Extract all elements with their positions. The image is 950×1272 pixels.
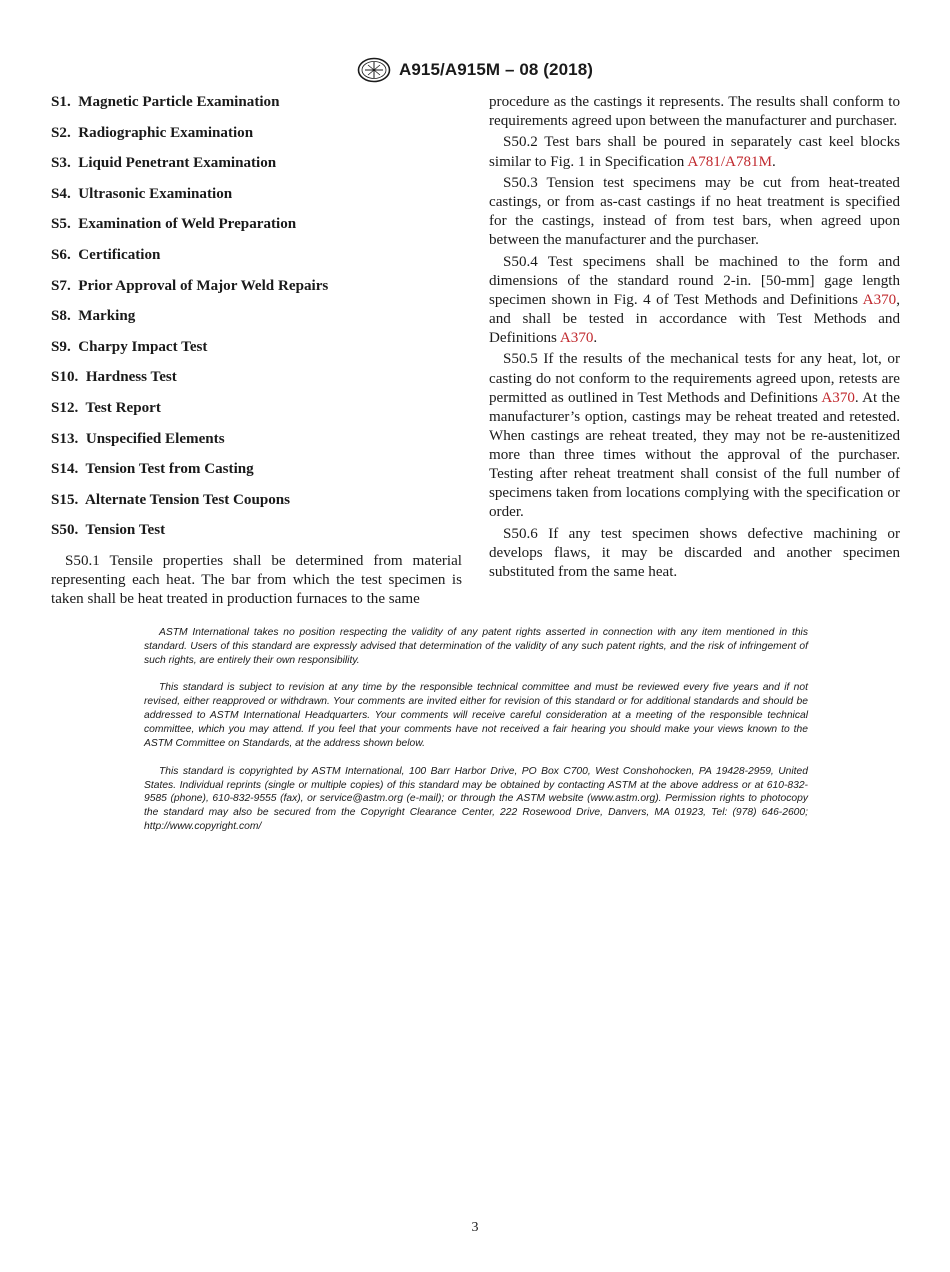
supplementary-requirements-list — [51, 93, 462, 552]
requirement-title: Alternate Tension Test Coupons — [84, 491, 291, 508]
a370-link[interactable]: A370 — [862, 291, 897, 308]
astm-logo-icon — [357, 57, 391, 83]
footer-notices — [144, 626, 808, 848]
requirement-heading — [51, 93, 462, 124]
requirement-title: Tension Test — [85, 522, 166, 539]
requirement-heading — [51, 521, 462, 552]
a781-link[interactable]: A781/A781M — [687, 153, 773, 170]
requirement-heading — [51, 154, 462, 185]
requirement-title: Tension Test from Casting — [85, 461, 254, 478]
requirement-heading — [51, 277, 462, 308]
requirement-number: S6. — [51, 246, 71, 263]
requirement-heading — [51, 491, 462, 522]
requirement-title: Liquid Penetrant Examination — [78, 155, 277, 172]
requirement-title: Charpy Impact Test — [78, 338, 208, 355]
s50-4-paragraph: S50.4 Test specimens shall be machined to the form and dimensions of the standard round 2-in. [50-mm] gage length specimen shown in Fig. 4 of Test Methods and Definitions A370, and shall be tested in accordance with Test Methods and Definitions A370. — [489, 253, 900, 347]
document-title: A915/A915M – 08 (2018) — [398, 60, 594, 79]
requirement-title: Ultrasonic Examination — [78, 185, 233, 202]
requirement-number: S14. — [51, 461, 79, 478]
page-header — [0, 57, 950, 83]
requirement-number: S5. — [51, 216, 71, 233]
requirement-heading — [51, 368, 462, 399]
requirement-title: Test Report — [85, 399, 161, 416]
requirement-title: Marking — [78, 308, 136, 325]
requirement-title: Unspecified Elements — [85, 430, 225, 447]
requirement-number: S7. — [51, 277, 71, 294]
requirement-title: Certification — [78, 246, 161, 263]
requirement-number: S13. — [51, 430, 79, 447]
requirement-heading — [51, 460, 462, 491]
s50-2-paragraph: S50.2 Test bars shall be poured in separately cast keel blocks similar to Fig. 1 in Specification A781/A781M. — [489, 134, 900, 170]
s50-6-paragraph: S50.6 If any test specimen shows defective machining or develops flaws, it may be discarded and another specimen substituted from the same heat. — [489, 525, 900, 580]
revision-notice: This standard is subject to revision at any time by the responsible technical committee and must be reviewed every five years and if not revised, either reapproved or withdrawn. Your comments are invited either for revision of this standard or for additional standards and should be addressed to ASTM International Headquarters. Your comments will receive careful consideration at a meeting of the responsible technical committee, which you may attend. If you feel that your comments have not received a fair hearing you should make your views known to the ASTM Committee on Standards, at the address shown below. — [144, 682, 808, 750]
a370-link[interactable]: A370 — [821, 389, 855, 406]
requirement-title: Prior Approval of Major Weld Repairs — [78, 277, 329, 294]
requirement-heading — [51, 399, 462, 430]
requirement-heading — [51, 246, 462, 277]
requirement-title: Radiographic Examination — [78, 124, 254, 141]
page-number: 3 — [471, 1220, 479, 1235]
right-column — [489, 93, 900, 584]
requirement-number: S2. — [51, 124, 71, 141]
requirement-title: Hardness Test — [85, 369, 177, 386]
patent-notice: ASTM International takes no position respecting the validity of any patent rights asserted in connection with any item mentioned in this standard. Users of this standard are expressly advised that determination of the validity of any such patent rights, and the risk of infringement of such rights, are entirely their own responsibility. — [144, 627, 808, 666]
s50-3-paragraph: S50.3 Tension test specimens may be cut from heat-treated castings, or from as-cast castings if no heat treatment is specified for the castings, instead of from test bars, when agreed upon between the manufacturer and the purchaser. — [489, 174, 900, 249]
requirement-heading — [51, 215, 462, 246]
requirement-heading — [51, 185, 462, 216]
requirement-number: S9. — [51, 338, 71, 355]
requirement-number: S12. — [51, 399, 79, 416]
requirement-heading — [51, 307, 462, 338]
copyright-notice: This standard is copyrighted by ASTM International, 100 Barr Harbor Drive, PO Box C700, West Conshohocken, PA 19428-2959, United States. Individual reprints (single or multiple copies) of this standard may be obtained by contacting ASTM at the above address or at 610-832-9585 (phone), 610-832-9555 (fax), or service@astm.org (e-mail); or through the ASTM website (www.astm.org). Permission rights to photocopy the standard may also be secured from the Copyright Clearance Center, 222 Rosewood Drive, Danvers, MA 01923, Tel: (978) 646-2600; http://www.copyright.com/ — [144, 765, 808, 833]
requirement-title: Magnetic Particle Examination — [78, 94, 280, 110]
left-column — [51, 93, 462, 611]
s50-1-paragraph-continued: procedure as the castings it represents. The results shall conform to requirements agreed upon between the manufacturer and purchaser. — [489, 94, 900, 130]
requirement-number: S50. — [51, 522, 79, 539]
requirement-number: S8. — [51, 308, 71, 325]
requirement-number: S10. — [51, 369, 79, 386]
requirement-heading — [51, 124, 462, 155]
requirement-number: S4. — [51, 185, 71, 202]
s50-1-paragraph: S50.1 Tensile properties shall be determined from material representing each heat. The bar from which the test specimen is taken shall be heat treated in production furnaces to the same — [51, 552, 462, 608]
requirement-heading — [51, 338, 462, 369]
requirement-heading — [51, 430, 462, 461]
requirement-number: S15. — [51, 491, 79, 508]
a370-link[interactable]: A370 — [559, 330, 594, 347]
s50-5-paragraph: S50.5 If the results of the mechanical tests for any heat, lot, or casting do not conform to the requirements agreed upon, retests are permitted as outlined in Test Methods and Definitions A370. At the manufacturer’s option, castings may be reheat treated and retested. When castings are reheat treated, they may not be re-austenitized more than three times without the approval of the purchaser. Testing after reheat treatment shall consist of the full number of specimens taken from locations complying with the specification or order. — [489, 351, 900, 521]
requirement-title: Examination of Weld Preparation — [78, 216, 297, 233]
requirement-number: S1. — [51, 94, 71, 110]
requirement-number: S3. — [51, 155, 71, 172]
